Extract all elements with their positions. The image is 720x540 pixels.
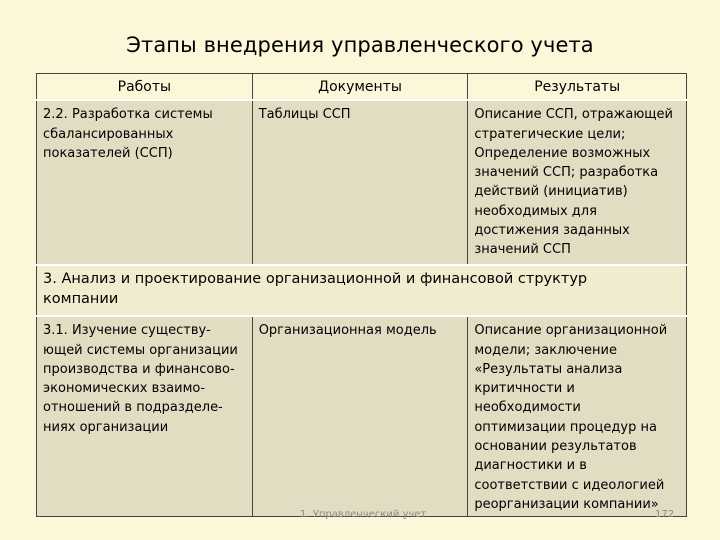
cell-documents: Организационная модель	[252, 316, 468, 516]
stages-table	[36, 73, 687, 517]
section-heading: 3. Анализ и проектирование организационной и финансовой структур компании	[37, 265, 687, 316]
header-documents: Документы	[252, 74, 468, 101]
cell-works: 3.1. Изучение существу- ющей системы организации производства и финансово- экономических взаимо- отношений в подразделе- ниях организации	[37, 316, 253, 516]
table-row	[37, 316, 687, 516]
cell-works: 2.2. Разработка системы сбалансированных показателей (ССП)	[37, 100, 253, 265]
table-row	[37, 100, 687, 265]
header-results: Результаты	[468, 74, 687, 101]
page-title: Этапы внедрения управленческого учета	[126, 33, 594, 57]
cell-results: Описание ССП, отражающей стратегические цели; Определение возможных значений ССП; разработка действий (инициатив) необходимых для достижения заданных значений ССП	[468, 100, 687, 265]
section-row	[37, 265, 687, 316]
header-works: Работы	[37, 74, 253, 101]
page-number: 172	[655, 509, 675, 520]
footer-caption: 1. Управленческий учет	[300, 509, 427, 520]
cell-results: Описание организационной модели; заключение «Результаты анализа критичности и необходимости оптимизации процедур на основании результатов диагностики и в соответствии с идеологией реорганизации компании»	[468, 316, 687, 516]
cell-documents: Таблицы ССП	[252, 100, 468, 265]
table-header-row	[37, 74, 687, 101]
